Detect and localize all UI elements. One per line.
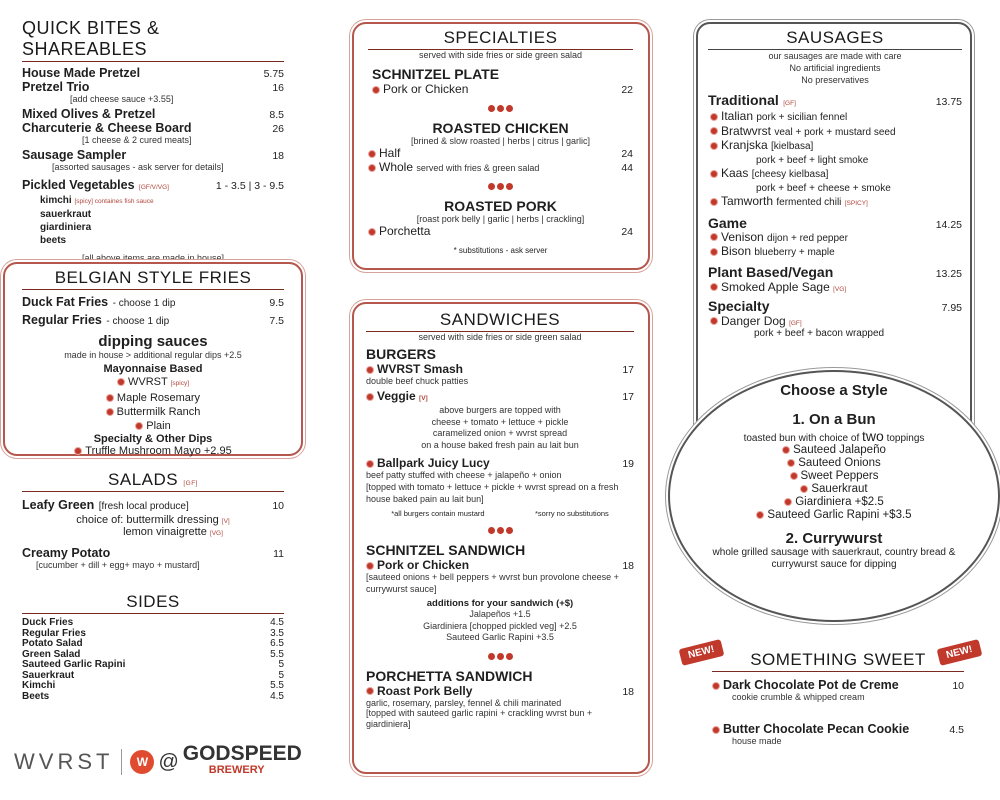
sausage-apple-sage: Smoked Apple Sage [VG] <box>708 280 962 294</box>
sausage-intro-0: our sausages are made with care <box>768 51 902 61</box>
quick-item-0: House Made Pretzel <box>22 66 141 80</box>
side-6: Kimchi <box>22 680 56 691</box>
porchetta-sandwich: PORCHETTA SANDWICH <box>366 667 533 684</box>
sausage-intro-1: No artificial ingredients <box>789 63 881 73</box>
traditional-price: 13.75 <box>935 96 962 108</box>
kimchi-note: [spicy] containes fish sauce <box>74 198 154 205</box>
sausage-italian: Italian pork + sicilian fennel <box>710 110 962 125</box>
leafy-lemon: lemon vinaigrette [VG] <box>123 526 223 538</box>
fries-sub-1: - choose 1 dip <box>106 316 170 327</box>
fries-section <box>22 268 284 457</box>
quick-item-4: Sausage Sampler <box>22 148 127 162</box>
smash-note: double beef chuck patties <box>366 376 469 386</box>
porchetta-sandwich-item: Roast Pork Belly <box>366 684 472 698</box>
kranjska-desc: pork + beef + light smoke <box>756 154 869 166</box>
sausage-venison: Venison dijon + red pepper <box>710 231 962 246</box>
sweet-title: SOMETHING SWEET <box>712 650 964 672</box>
leafy-choice: choice of: buttermilk dressing [V] <box>76 514 230 526</box>
new-badge-right: NEW! <box>937 639 983 666</box>
chicken-half: Half <box>368 146 400 160</box>
game-title: Game <box>708 214 747 231</box>
brand-logo <box>14 742 304 782</box>
divider-dots <box>366 647 634 665</box>
leafy-name: Leafy Green <box>22 498 95 512</box>
potato-price: 11 <box>273 548 284 560</box>
roasted-pork: ROASTED PORK <box>444 198 557 214</box>
leafy-price: 10 <box>272 500 284 512</box>
fries-title: BELGIAN STYLE FRIES <box>22 268 284 290</box>
bullet-icon <box>712 682 720 690</box>
bullet-icon <box>74 447 82 455</box>
sweet-item-1: Butter Chocolate Pecan Cookie <box>712 722 909 736</box>
dipping-title: dipping sauces <box>98 333 208 350</box>
bullet-icon <box>366 366 374 374</box>
bullet-icon <box>106 408 114 416</box>
bullet-icon <box>710 142 718 150</box>
chicken-whole: Whole served with fries & green salad <box>368 160 539 174</box>
quick-price-0: 5.75 <box>263 68 284 80</box>
burger-toppings: above burgers are topped with cheese + tomato + lettuce + pickle caramelized onion + wvrst spread on a house baked fresh pain au lait bun <box>421 405 579 450</box>
sausage-tamworth: Tamworth fermented chili [SPICY] <box>710 195 962 211</box>
salads-section <box>22 470 284 570</box>
substitutions-note: * substitutions - ask server <box>453 246 548 255</box>
salads-title: SALADS [GF] <box>22 470 284 492</box>
pickled-giardiniera: giardiniera <box>40 222 92 233</box>
mustard-note: *all burgers contain mustard <box>391 509 485 518</box>
mayo-title: Mayonnaise Based <box>103 363 203 375</box>
bullet-icon <box>135 422 143 430</box>
sausage-intro-2: No preservatives <box>801 75 869 85</box>
bullet-icon <box>710 113 718 121</box>
fries-price-0: 9.5 <box>269 297 284 309</box>
wvrst-badge-icon: W <box>130 750 154 774</box>
fries-item-1: Regular Fries <box>22 313 102 327</box>
truffle-dip: Truffle Mushroom Mayo +2.95 <box>22 445 284 457</box>
topping-2: Sweet Peppers <box>700 470 968 483</box>
pickled-kimchi: kimchi [spicy] containes fish sauce <box>40 195 154 206</box>
quick-note-4: [assorted sausages - ask server for details] <box>52 162 224 172</box>
specialties-section: SPECIALTIES served with side fries or side green salad SCHNITZEL PLATE Pork or Chicken 22 ROASTED CHICKEN [brined & slow roasted | herbs | citrus | garlic] Half 24 Whole served with fries & green salad 44 ROASTED PORK [roast pork belly | garlic | herbs | crackling] Porchetta 24 * substitutions - ask server <box>368 28 633 255</box>
bullet-icon <box>710 317 718 325</box>
sausage-bratwvrst: Bratwvrst veal + pork + mustard seed <box>710 125 962 140</box>
pickled-price: 1 - 3.5 | 3 - 9.5 <box>215 180 284 192</box>
bullet-icon <box>368 228 376 236</box>
sides-title: SIDES <box>22 592 284 614</box>
leafy-note: [fresh local produce] <box>98 501 189 512</box>
bullet-icon <box>710 170 718 178</box>
pickled-sauerkraut: sauerkraut <box>40 209 92 220</box>
sweet-note-1: house made <box>732 736 782 746</box>
curry-note: whole grilled sausage with sauerkraut, country bread & currywurst sauce for dipping <box>712 547 956 570</box>
brewery-wordmark: BREWERY <box>208 764 265 776</box>
bullet-icon <box>366 393 374 401</box>
bullet-icon <box>368 150 376 158</box>
side-0: Duck Fries <box>22 617 74 628</box>
quick-item-3: Charcuterie & Cheese Board <box>22 121 192 135</box>
potato-name: Creamy Potato <box>22 546 111 560</box>
divider-dots <box>366 521 634 539</box>
bullet-icon <box>106 394 114 402</box>
bullet-icon <box>366 460 374 468</box>
sandwiches-section: SANDWICHES served with side fries or side green salad BURGERS WVRST Smash 17 double beef chuck patties Veggie [V] 17 above burgers are topped with cheese + tomato + lettuce + pickle caramelized onion + wvrst spread on a house baked fresh pain au lait bun Ballpark Juicy Lucy 19 beef patty stuffed with cheese + jalapeño + onion [topped with tomato + lettuce + pickle + wvrst spread on a fresh house baked pain au lait bun] *all burgers contain mustard *sorry no substitutions SCHNITZEL SANDWICH Pork or Chicken 18 [sauteed onions + bell peppers + wvrst bun provolone cheese + currywurst sauce] additions for your sandwich (+$) Jalapeños +1.5 Giardiniera [chopped pickled veg] +2.5 Sauteed Garlic Rapini +3.5 PORCHETTA SANDWICH Roast Pork Belly 18 garlic, rosemary, parsley, fennel & chili marinated [topped with sauteed garlic rapini + crackling wvrst bun + giardiniera] <box>366 310 634 729</box>
quick-bites-title: QUICK BITES & SHAREABLES <box>22 18 284 62</box>
style-section <box>700 382 968 571</box>
pork-note: [roast pork belly | garlic | herbs | crackling] <box>416 214 585 224</box>
schnitzel-sandwich: SCHNITZEL SANDWICH <box>366 542 526 558</box>
topping-1: Sauteed Onions <box>700 457 968 470</box>
side-4: Sauteed Garlic Rapini <box>22 659 126 670</box>
curry-title: 2. Currywurst <box>785 530 883 547</box>
side-3: Green Salad <box>22 648 81 660</box>
wvrst-wordmark: WVRST <box>14 749 114 774</box>
smash-burger: WVRST Smash <box>366 362 463 376</box>
porchetta-sandwich-note: garlic, rosemary, parsley, fennel & chili marinated <box>366 697 562 708</box>
schnitzel-plate-item: Pork or Chicken <box>372 82 468 96</box>
schnitzel-sandwich-note: [sauteed onions + bell peppers + wvrst bun provolone cheese + currywurst sauce] <box>366 572 619 594</box>
bullet-icon <box>710 198 718 206</box>
ballpark-topped: [topped with tomato + lettuce + pickle + wvrst spread on a fresh house baked pain au lait bun] <box>366 482 619 504</box>
bun-note: toasted bun with choice of two toppings <box>743 428 925 444</box>
sausage-bison: Bison blueberry + maple <box>710 245 962 260</box>
wvrst-tag: [spicy] <box>170 380 189 387</box>
fries-price-1: 7.5 <box>269 315 284 327</box>
mayo-maple: Maple Rosemary <box>22 391 284 405</box>
addition-1: Giardiniera [chopped pickled veg] +2.5 <box>423 620 577 631</box>
plant-title: Plant Based/Vegan <box>708 263 834 280</box>
specialty-title: Specialty <box>708 297 770 314</box>
bun-title: 1. On a Bun <box>792 411 876 428</box>
potato-note: [cucumber + dill + egg+ mayo + mustard] <box>36 560 200 570</box>
burgers-title: BURGERS <box>366 346 437 362</box>
specialties-subtitle: served with side fries or side green salad <box>418 50 583 60</box>
bullet-icon <box>800 485 808 493</box>
bullet-icon <box>712 726 720 734</box>
kaas-desc: pork + beef + cheese + smoke <box>756 182 891 194</box>
bullet-icon <box>366 562 374 570</box>
side-5: Sauerkraut <box>22 669 75 681</box>
veggie-burger: Veggie [V] <box>366 389 428 403</box>
bullet-icon <box>782 446 790 454</box>
topping-5: Sauteed Garlic Rapini +$3.5 <box>700 509 968 522</box>
roasted-chicken: ROASTED CHICKEN <box>432 120 569 136</box>
additions-title: additions for your sandwich (+$) <box>426 598 574 609</box>
schnitzel-plate: SCHNITZEL PLATE <box>372 66 500 82</box>
quick-price-4: 18 <box>272 150 284 162</box>
topping-0: Sauteed Jalapeño <box>700 444 968 457</box>
mayo-plain: Plain <box>22 419 284 433</box>
sides-section: SIDES Duck Fries 4.5 Regular Fries 3.5 Potato Salad 6.5 Green Salad 5.5 Sauteed Garlic Rapini 5 Sauerkraut 5 Kimchi 5.5 Beets 4.5 <box>22 592 284 702</box>
bullet-icon <box>710 127 718 135</box>
bullet-icon <box>710 283 718 291</box>
sausage-danger-dog: Danger Dog [GF] <box>708 314 962 328</box>
quick-footer: [all above items are made in house] <box>81 253 225 263</box>
sandwiches-subtitle: served with side fries or side green salad <box>418 332 582 342</box>
quick-price-3: 26 <box>272 123 284 135</box>
quick-price-2: 8.5 <box>269 109 284 121</box>
side-1: Regular Fries <box>22 627 86 639</box>
mayo-ranch: Buttermilk Ranch <box>22 405 284 419</box>
quick-item-1: Pretzel Trio <box>22 80 90 94</box>
specialty-dips-title: Specialty & Other Dips <box>93 433 213 445</box>
salads-tag: [GF] <box>183 480 198 487</box>
side-7: Beets <box>22 690 50 702</box>
bullet-icon <box>117 378 125 386</box>
addition-2: Sauteed Garlic Rapini +3.5 <box>446 632 554 642</box>
bullet-icon <box>710 248 718 256</box>
sweet-note-0: cookie crumble & whipped cream <box>732 692 865 702</box>
fries-sub-0: - choose 1 dip <box>112 298 176 309</box>
sausage-kaas: Kaas [cheesy kielbasa] <box>710 167 962 182</box>
specialties-title: SPECIALTIES <box>368 28 633 50</box>
style-title: Choose a Style <box>780 382 888 399</box>
ballpark-note: beef patty stuffed with cheese + jalapeño + onion <box>366 470 562 480</box>
bullet-icon <box>790 472 798 480</box>
pickled-tag: [GF/V/VG] <box>139 184 169 191</box>
quick-item-2: Mixed Olives & Pretzel <box>22 107 156 121</box>
quick-price-1: 16 <box>272 82 284 94</box>
new-badge-left: NEW! <box>679 639 725 666</box>
divider-dots <box>368 99 633 117</box>
at-sign: @ <box>158 750 179 773</box>
porchetta-sandwich-topped: [topped with sauteed garlic rapini + crackling wvrst bun + giardiniera] <box>366 707 593 729</box>
sausage-kranjska: Kranjska [kielbasa] <box>710 139 962 154</box>
mayo-wvrst: WVRST [spicy] <box>22 375 284 391</box>
sandwiches-title: SANDWICHES <box>366 310 634 332</box>
sweet-section: SOMETHING SWEET Dark Chocolate Pot de Creme 10 cookie crumble & whipped cream Butter Chocolate Pecan Cookie 4.5 house made <box>712 650 964 746</box>
sweet-item-0: Dark Chocolate Pot de Creme <box>712 678 899 692</box>
quick-note-3: [1 cheese & 2 cured meats] <box>82 135 192 145</box>
side-2: Potato Salad <box>22 638 83 649</box>
topping-3: Sauerkraut <box>700 483 968 496</box>
bullet-icon <box>784 498 792 506</box>
bullet-icon <box>372 86 380 94</box>
porchetta-item: Porchetta <box>368 224 430 238</box>
quick-note-1: [add cheese sauce +3.55] <box>70 94 174 104</box>
bullet-icon <box>756 511 764 519</box>
fries-item-0: Duck Fat Fries <box>22 295 109 309</box>
topping-4: Giardiniera +$2.5 <box>700 496 968 509</box>
traditional-title: Traditional <box>708 92 779 108</box>
schnitzel-sandwich-item: Pork or Chicken <box>366 558 469 572</box>
sausages-section: SAUSAGES our sausages are made with care No artificial ingredients No preservatives Traditional [GF] 13.75 Italian pork + sicilian fennel Bratwvrst veal + pork + mustard seed Kranjska [kielbasa] pork + beef + light smoke Kaas [cheesy kielbasa] pork + beef + cheese + smoke Tamworth fermented chili [SPICY] Game 14.25 Venison dijon + red pepper Bison blueberry + maple Plant Based/Vegan 13.25 Smoked Apple Sage [VG] Specialty 7.95 Danger Dog [GF] pork + beef + bacon wrapped <box>708 28 962 339</box>
divider-dots <box>368 177 633 195</box>
pickled-name: Pickled Vegetables <box>22 178 135 192</box>
bullet-icon <box>366 687 374 695</box>
bullet-icon <box>787 459 795 467</box>
sausages-title: SAUSAGES <box>708 28 962 50</box>
ballpark-burger: Ballpark Juicy Lucy <box>366 456 490 470</box>
pickled-beets: beets <box>40 235 67 246</box>
chicken-note: [brined & slow roasted | herbs | citrus | garlic] <box>410 136 591 146</box>
nosub-note: *sorry no substitutions <box>535 509 609 518</box>
danger-desc: pork + beef + bacon wrapped <box>754 327 885 339</box>
godspeed-wordmark: GODSPEED <box>182 742 302 765</box>
addition-0: Jalapeños +1.5 <box>469 609 531 619</box>
quick-bites-section <box>22 18 284 263</box>
bullet-icon <box>710 233 718 241</box>
dipping-note: made in house > additional regular dips +2.5 <box>64 350 242 360</box>
bullet-icon <box>368 164 376 172</box>
